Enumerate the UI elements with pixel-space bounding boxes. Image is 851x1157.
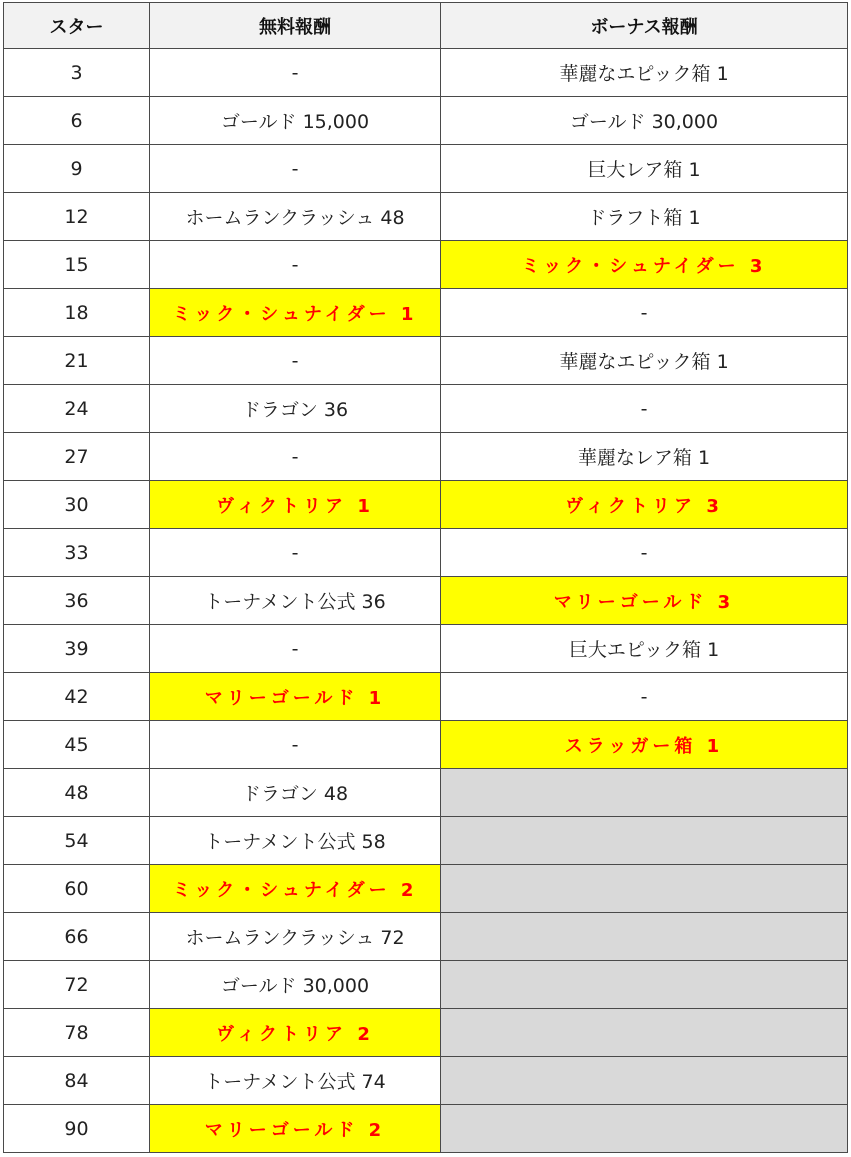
bonus-reward-cell: - bbox=[441, 289, 848, 337]
bonus-reward-cell: ミック・シュナイダー 3 bbox=[441, 241, 848, 289]
star-cell: 39 bbox=[4, 625, 150, 673]
free-reward-cell: ヴィクトリア 1 bbox=[150, 481, 441, 529]
bonus-reward-empty-cell bbox=[441, 769, 848, 817]
free-reward-cell: - bbox=[150, 241, 441, 289]
star-cell: 48 bbox=[4, 769, 150, 817]
table-row bbox=[4, 337, 848, 385]
table-row bbox=[4, 433, 848, 481]
star-cell: 78 bbox=[4, 1009, 150, 1057]
bonus-reward-empty-cell bbox=[441, 817, 848, 865]
free-reward-cell: トーナメント公式 58 bbox=[150, 817, 441, 865]
free-reward-cell: - bbox=[150, 721, 441, 769]
table-row bbox=[4, 1105, 848, 1153]
free-reward-cell: ホームランクラッシュ 48 bbox=[150, 193, 441, 241]
bonus-reward-cell: - bbox=[441, 673, 848, 721]
bonus-reward-empty-cell bbox=[441, 865, 848, 913]
free-reward-cell: ドラゴン 48 bbox=[150, 769, 441, 817]
free-reward-cell: - bbox=[150, 625, 441, 673]
bonus-reward-cell: ヴィクトリア 3 bbox=[441, 481, 848, 529]
star-cell: 60 bbox=[4, 865, 150, 913]
star-cell: 30 bbox=[4, 481, 150, 529]
table-row bbox=[4, 913, 848, 961]
bonus-reward-cell: スラッガー箱 1 bbox=[441, 721, 848, 769]
table-row bbox=[4, 145, 848, 193]
table-row bbox=[4, 769, 848, 817]
table-row bbox=[4, 673, 848, 721]
free-reward-cell: - bbox=[150, 145, 441, 193]
free-reward-cell: ミック・シュナイダー 1 bbox=[150, 289, 441, 337]
bonus-reward-empty-cell bbox=[441, 961, 848, 1009]
star-cell: 33 bbox=[4, 529, 150, 577]
header-row bbox=[4, 3, 848, 49]
bonus-reward-empty-cell bbox=[441, 1009, 848, 1057]
table-row bbox=[4, 721, 848, 769]
free-reward-cell: マリーゴールド 2 bbox=[150, 1105, 441, 1153]
free-reward-cell: - bbox=[150, 529, 441, 577]
star-cell: 42 bbox=[4, 673, 150, 721]
table-row bbox=[4, 817, 848, 865]
table-row bbox=[4, 241, 848, 289]
star-cell: 36 bbox=[4, 577, 150, 625]
free-reward-cell: ゴールド 30,000 bbox=[150, 961, 441, 1009]
bonus-reward-cell: 巨大レア箱 1 bbox=[441, 145, 848, 193]
free-reward-cell: トーナメント公式 36 bbox=[150, 577, 441, 625]
bonus-reward-empty-cell bbox=[441, 1057, 848, 1105]
free-reward-cell: ホームランクラッシュ 72 bbox=[150, 913, 441, 961]
header-free-reward: 無料報酬 bbox=[150, 3, 441, 49]
table-row bbox=[4, 385, 848, 433]
star-cell: 27 bbox=[4, 433, 150, 481]
star-cell: 6 bbox=[4, 97, 150, 145]
table-row bbox=[4, 1009, 848, 1057]
table-row bbox=[4, 577, 848, 625]
bonus-reward-cell: 巨大エピック箱 1 bbox=[441, 625, 848, 673]
star-cell: 3 bbox=[4, 49, 150, 97]
free-reward-cell: - bbox=[150, 433, 441, 481]
table-row bbox=[4, 481, 848, 529]
star-cell: 18 bbox=[4, 289, 150, 337]
free-reward-cell: トーナメント公式 74 bbox=[150, 1057, 441, 1105]
star-cell: 15 bbox=[4, 241, 150, 289]
free-reward-cell: - bbox=[150, 49, 441, 97]
header-bonus-reward: ボーナス報酬 bbox=[441, 3, 848, 49]
table-row bbox=[4, 289, 848, 337]
table-row bbox=[4, 625, 848, 673]
star-cell: 72 bbox=[4, 961, 150, 1009]
table-row bbox=[4, 49, 848, 97]
star-cell: 21 bbox=[4, 337, 150, 385]
table-header bbox=[4, 3, 848, 49]
table-row bbox=[4, 865, 848, 913]
free-reward-cell: ミック・シュナイダー 2 bbox=[150, 865, 441, 913]
bonus-reward-empty-cell bbox=[441, 913, 848, 961]
table-row bbox=[4, 529, 848, 577]
star-cell: 24 bbox=[4, 385, 150, 433]
free-reward-cell: マリーゴールド 1 bbox=[150, 673, 441, 721]
star-cell: 45 bbox=[4, 721, 150, 769]
star-cell: 54 bbox=[4, 817, 150, 865]
reward-table bbox=[3, 2, 848, 1153]
bonus-reward-cell: ドラフト箱 1 bbox=[441, 193, 848, 241]
free-reward-cell: ゴールド 15,000 bbox=[150, 97, 441, 145]
table-row bbox=[4, 961, 848, 1009]
bonus-reward-cell: 華麗なレア箱 1 bbox=[441, 433, 848, 481]
bonus-reward-cell: ゴールド 30,000 bbox=[441, 97, 848, 145]
bonus-reward-cell: 華麗なエピック箱 1 bbox=[441, 49, 848, 97]
bonus-reward-cell: マリーゴールド 3 bbox=[441, 577, 848, 625]
table-body bbox=[4, 49, 848, 1153]
header-star: スター bbox=[4, 3, 150, 49]
free-reward-cell: ヴィクトリア 2 bbox=[150, 1009, 441, 1057]
free-reward-cell: ドラゴン 36 bbox=[150, 385, 441, 433]
table-row bbox=[4, 97, 848, 145]
free-reward-cell: - bbox=[150, 337, 441, 385]
star-cell: 66 bbox=[4, 913, 150, 961]
star-cell: 12 bbox=[4, 193, 150, 241]
bonus-reward-cell: - bbox=[441, 529, 848, 577]
star-cell: 84 bbox=[4, 1057, 150, 1105]
bonus-reward-empty-cell bbox=[441, 1105, 848, 1153]
star-cell: 9 bbox=[4, 145, 150, 193]
star-cell: 90 bbox=[4, 1105, 150, 1153]
table-row bbox=[4, 1057, 848, 1105]
bonus-reward-cell: - bbox=[441, 385, 848, 433]
bonus-reward-cell: 華麗なエピック箱 1 bbox=[441, 337, 848, 385]
table-row bbox=[4, 193, 848, 241]
